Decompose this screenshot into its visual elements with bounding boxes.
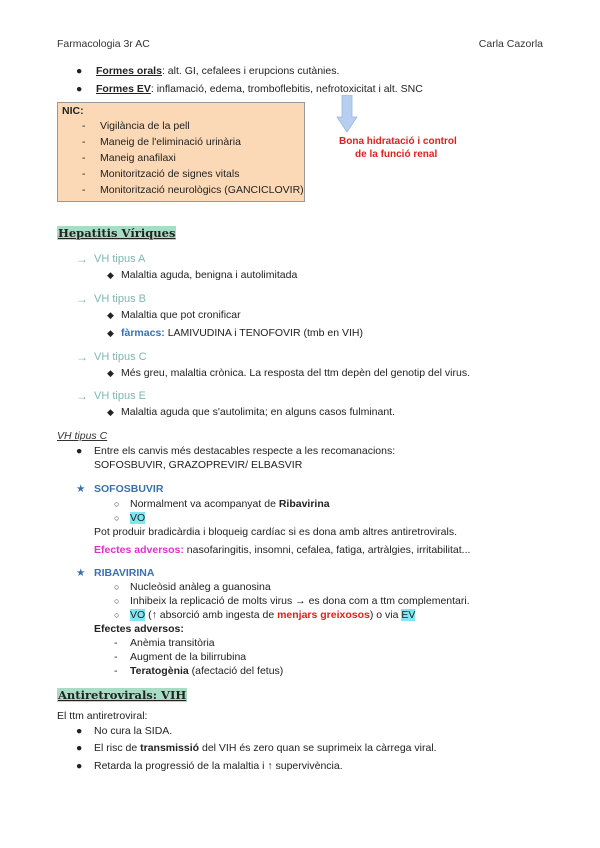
vh-e-label: VH tipus E [94, 390, 146, 402]
diamond-icon: ◆ [107, 407, 114, 417]
dash: - [114, 665, 118, 677]
riba-effect: Augment de la bilirrubina [130, 651, 247, 663]
bullet-formes-ev [96, 82, 423, 96]
circle-bullet-icon: ○ [114, 499, 120, 509]
sofos-effects [94, 543, 470, 557]
arrow-right-icon: → [76, 292, 88, 306]
riba-terat-bold: Teratogènia [130, 665, 189, 677]
arrow-right-icon: → [76, 389, 88, 403]
bullet-dot: ● [76, 65, 83, 77]
sofos-title: SOFOSBUVIR [94, 483, 164, 495]
nic-dash: - [82, 184, 86, 196]
nic-item: Maneig de l'eliminació urinària [100, 136, 241, 148]
star-icon: ★ [76, 483, 86, 495]
riba-sub3 [130, 608, 415, 622]
diamond-icon: ◆ [107, 310, 114, 320]
riba-title: RIBAVIRINA [94, 567, 155, 579]
farmacs-text: LAMIVUDINA i TENOFOVIR (tmb en VIH) [164, 327, 363, 339]
vih-b2 [94, 741, 437, 755]
vh-a-item: Malaltia aguda, benigna i autolimitada [121, 269, 298, 281]
arrow-right-icon: → [76, 350, 88, 364]
text-formes-orals: : alt. GI, cefalees i erupcions cutànies. [161, 65, 340, 77]
riba-ev: EV [401, 609, 416, 621]
term-formes-ev: Formes EV [96, 83, 151, 95]
vih-b2-a: El risc de [94, 742, 141, 754]
nic-title: NIC: [62, 105, 84, 117]
dash: - [114, 637, 118, 649]
vh-c-label: VH tipus C [94, 351, 147, 363]
vhc-bullet-line1: Entre els canvis més destacables respecte a les recomanacions: [94, 445, 396, 457]
vhc-title: VH tipus C [57, 430, 108, 442]
diamond-icon: ◆ [107, 270, 114, 280]
arrow-right-icon: → [76, 252, 88, 266]
bullet-dot: ● [76, 725, 83, 737]
vh-e-item: Malaltia aguda que s'autolimita; en alguns casos fulminant. [121, 406, 395, 418]
bullet-dot: ● [76, 742, 83, 754]
vih-b3: Retarda la progressió de la malaltia i ↑ supervivència. [94, 760, 343, 772]
bullet-formes-orals [96, 64, 339, 78]
riba-sub2: Inhibeix la replicació de molts virus → es dona com a ttm complementari. [130, 595, 470, 607]
riba-terat-text: (afectació del fetus) [188, 665, 284, 677]
riba-vo: VO [130, 609, 146, 621]
bullet-dot: ● [76, 445, 83, 457]
vhc-bullet-line2: SOFOSBUVIR, GRAZOPREVIR/ ELBASVIR [94, 459, 303, 471]
term-formes-orals: Formes orals [96, 65, 162, 77]
diamond-icon: ◆ [107, 328, 114, 338]
vh-b-item1: Malaltia que pot cronificar [121, 309, 241, 321]
farmacs-term: fàrmacs: [121, 327, 165, 339]
sofos-effects-text: nasofaringitis, insomni, cefalea, fatiga, artràlgies, irritabilitat... [183, 544, 471, 556]
heading-hepatitis: Hepatitis Víriques [58, 226, 176, 240]
vih-b2-bold: transmissió [140, 742, 200, 754]
nic-dash: - [82, 120, 86, 132]
star-icon: ★ [76, 567, 86, 579]
nic-dash: - [82, 136, 86, 148]
vh-a-label: VH tipus A [94, 253, 146, 265]
bullet-dot: ● [76, 83, 83, 95]
nic-item: Vigilància de la pell [100, 120, 190, 132]
heading-vih: Antiretrovirals: VIH [58, 688, 187, 702]
nic-item: Maneig anafilaxi [100, 152, 176, 164]
text-formes-ev: : inflamació, edema, tromboflebitis, nefrotoxicitat i alt. SNC [150, 83, 423, 95]
nic-dash: - [82, 168, 86, 180]
vh-b-item2 [121, 326, 363, 340]
circle-bullet-icon: ○ [114, 582, 120, 592]
riba-sub1: Nucleòsid anàleg a guanosina [130, 581, 271, 593]
riba-effects-title: Efectes adversos: [94, 623, 184, 635]
sofos-sub1-text: Normalment va acompanyat de [130, 498, 279, 510]
vih-b2-b: del VIH és zero quan se suprimeix la càrrega viral. [199, 742, 437, 754]
header-right: Carla Cazorla [478, 38, 543, 50]
nic-item: Monitorització de signes vitals [100, 168, 240, 180]
riba-sub3-a: (↑ absorció amb ingesta de [145, 609, 278, 621]
bullet-dot: ● [76, 760, 83, 772]
sofos-sub2 [130, 511, 145, 525]
riba-terat [130, 664, 283, 678]
circle-bullet-icon: ○ [114, 610, 120, 620]
arrow-down-icon [336, 95, 358, 133]
diamond-icon: ◆ [107, 368, 114, 378]
vh-b-label: VH tipus B [94, 293, 146, 305]
riba-effect: Anèmia transitòria [130, 637, 215, 649]
callout-line1: Bona hidratació i control [339, 136, 457, 147]
header-left: Farmacologia 3r AC [57, 38, 150, 50]
dash: - [114, 651, 118, 663]
vih-intro: El ttm antiretroviral: [57, 710, 148, 722]
circle-bullet-icon: ○ [114, 513, 120, 523]
sofos-vo: VO [130, 512, 146, 524]
nic-dash: - [82, 152, 86, 164]
sofos-para: Pot produir bradicàrdia i bloqueig cardíac si es dona amb altres antiretrovirals. [94, 526, 458, 538]
riba-sub3-b: ) o via [369, 609, 402, 621]
riba-menjars: menjars greixosos [277, 609, 370, 621]
vh-c-item: Més greu, malaltia crònica. La resposta del ttm depèn del genotip del virus. [121, 367, 471, 379]
callout-line2: de la funció renal [355, 149, 438, 160]
circle-bullet-icon: ○ [114, 596, 120, 606]
nic-item: Monitorització neurològics (GANCICLOVIR) [100, 184, 304, 196]
vih-b1: No cura la SIDA. [94, 725, 173, 737]
sofos-sub1 [130, 497, 330, 511]
sofos-effects-label: Efectes adversos: [94, 544, 184, 556]
sofos-sub1-bold: Ribavirina [278, 498, 330, 510]
